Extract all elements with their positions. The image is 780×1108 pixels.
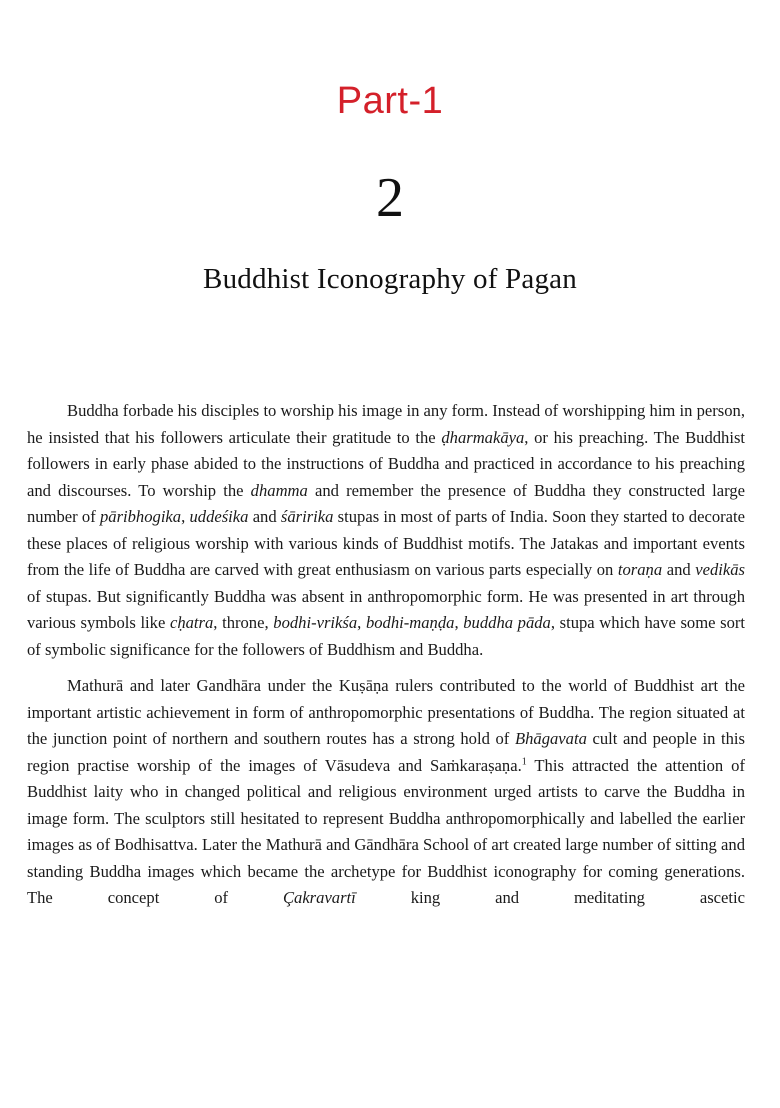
paragraph-1: Buddha forbade his disciples to worship his image in any form. Instead of worshipping him in person, he insisted that his followers articulate their gratitude to the ḍharmakāya, or his preaching. The Buddhist followers in early phase abided to the instructions of Buddha and practiced in accordance to his preaching and discourses. To worship the dhamma and remember the presence of Buddha they constructed large number of pāribhogika, uddeśika and śāririka stupas in most of parts of India. Soon they started to decorate these places of religious worship with various kinds of Buddhist motifs. The Jatakas and important events from the life of Buddha are carved with great enthusiasm on various parts especially on toraṇa and vedikās of stupas. But significantly Buddha was absent in anthropomorphic form. He was presented in art through various symbols like cḥatra, throne, bodhi-vrikśa, bodhi-maṇḍa, buddha pāda, stupa which have some sort of symbolic significance for the followers of Buddhism and Buddha. bbox=[27, 401, 746, 659]
chapter-title: Buddhist Iconography of Pagan bbox=[203, 263, 577, 295]
chapter-body bbox=[27, 398, 745, 912]
chapter-number: 2 bbox=[376, 167, 404, 229]
paragraph-2: Mathurā and later Gandhāra under the Kuṣāṇa rulers contributed to the world of Buddhist art the important artistic achievement in form of anthropomorphic presentations of Buddha. The region situated at the junction point of northern and southern routes has a strong hold of Bhāgavata cult and people in this region practise worship of the images of Vāsudeva and Saṁkaraṣaṇa.$^1$ This attracted the attention of Buddhist laity who in changed political and religious environment urged artists to carve the Buddha in image form. The sculptors still hesitated to represent Buddha anthropomorphically and labelled the earlier images as of Bodhisattva. Later the Mathurā and Gāndhāra School of art created large number of sitting and standing Buddha images which became the archetype for Buddhist iconography for coming generations. The concept of Çakravartī king and meditating ascetic bbox=[27, 676, 746, 907]
part-label: Part-1 bbox=[336, 80, 444, 122]
footnote-marker[interactable]: 1 bbox=[521, 755, 527, 767]
